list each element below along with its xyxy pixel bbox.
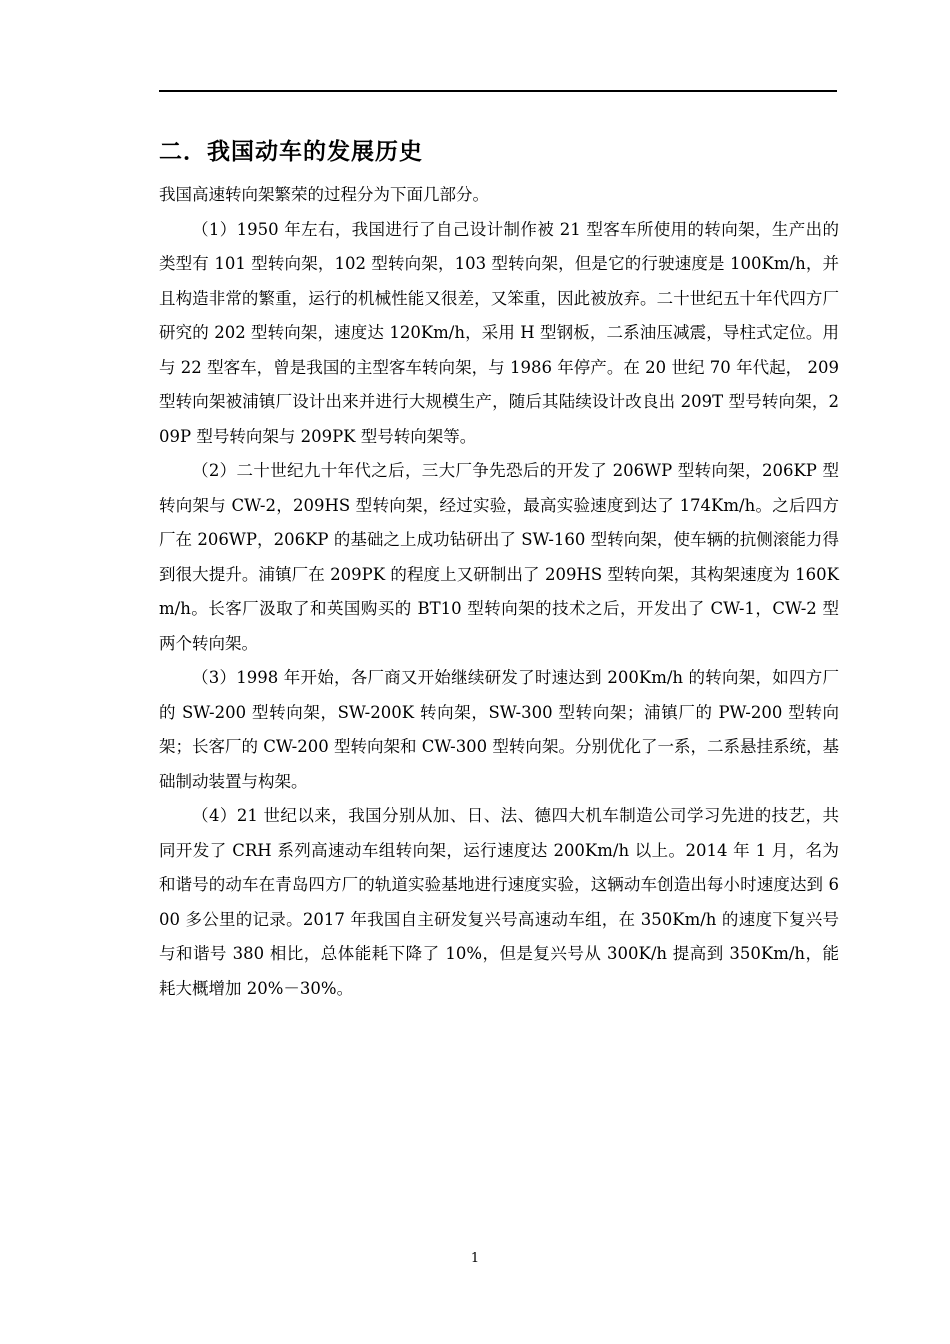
intro-paragraph: 我国高速转向架繁荣的过程分为下面几部分。 [159,185,489,204]
page-number: 1 [470,1251,480,1266]
paragraph-1: （1）1950 年左右，我国进行了自己设计制作被 21 型客车所使用的转向架，生产出的类型有 101 型转向架，102 型转向架，103 型转向架，但是它的行驶速度是 100Km/h，并且构造非常的繁重，运行的机械性能又很差，又笨重，因此被放弃。二十世纪五十年代四方厂研究的 202 型转向架，速度达 120Km/h，采用 H 型钢板，二系油压减震，导柱式定位。用与 22 型客车，曾是我国的主型客车转向架，与 1986 年停产。在 20 世纪 70 年代起， 209 型转向架被浦镇厂设计出来并进行大规模生产，随后其陆续设计改良出 209T 型号转向架，209P 型号转向架与 209PK 型号转向架等。 [159,219,839,446]
paragraph-2: （2）二十世纪九十年代之后，三大厂争先恐后的开发了 206WP 型转向架，206KP 型转向架与 CW-2，209HS 型转向架，经过实验，最高实验速度到达了 174Km/h。之后四方厂在 206WP，206KP 的基础之上成功钻研出了 SW-160 型转向架，使车辆的抗侧滚能力得到很大提升。浦镇厂在 209PK 的程度上又研制出了 209HS 型转向架，其构架速度为 160Km/h。长客厂汲取了和英国购买的 BT10 型转向架的技术之后，开发出了 CW-1，CW-2 型两个转向架。 [159,461,839,653]
paragraph-4: （4）21 世纪以来，我国分别从加、日、法、德四大机车制造公司学习先进的技艺，共同开发了 CRH 系列高速动车组转向架，运行速度达 200Km/h 以上。2014 年 1 月，名为和谐号的动车在青岛四方厂的轨道实验基地进行速度实验，这辆动车创造出每小时速度达到 600 多公里的记录。2017 年我国自主研发复兴号高速动车组，在 350Km/h 的速度下复兴号与和谐号 380 相比，总体能耗下降了 10%，但是复兴号从 300K/h 提高到 350Km/h，能耗大概增加 20%－30%。 [159,806,839,998]
page-content [159,132,839,1006]
section-title: 二．我国动车的发展历史 [159,139,423,165]
paragraph-3: （3）1998 年开始，各厂商又开始继续研发了时速达到 200Km/h 的转向架，如四方厂的 SW-200 型转向架，SW-200K 转向架，SW-300 型转向架；浦镇厂的 PW-200 型转向架；长客厂的 CW-200 型转向架和 CW-300 型转向架。分别优化了一系，二系悬挂系统，基础制动装置与构架。 [159,668,839,791]
header-rule [159,90,837,92]
